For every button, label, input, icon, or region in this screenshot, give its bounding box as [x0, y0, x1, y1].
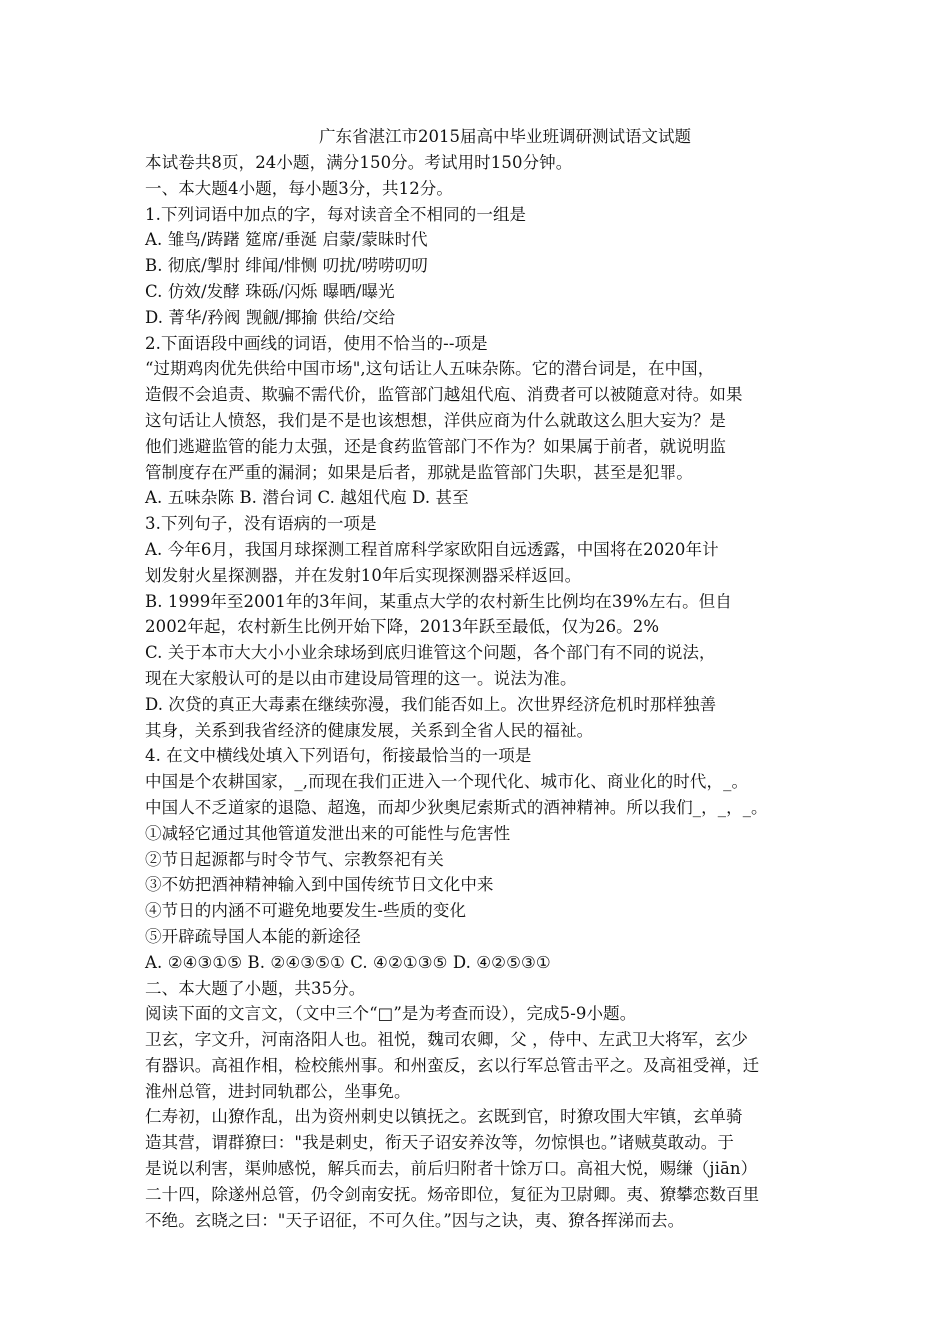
text-line: B. 1999年至2001年的3年间，某重点大学的农村新生比例均在39%左右。但自: [145, 591, 732, 611]
text-line: 其身，关系到我省经济的健康发展，关系到全省人民的福祉。: [145, 720, 594, 740]
text-line: ④节日的内涵不可避免地要发生-些质的变化: [145, 901, 467, 921]
text-line: 造其营，谓群獠曰："我是刺史，衔天子诏安养汝等，勿惊惧也。”诸贼莫敢动。于: [145, 1133, 734, 1153]
text-line: 4. 在文中横线处填入下列语句，衔接最恰当的一项是: [145, 746, 532, 766]
text-line: “过期鸡肉优先供给中国市场",这句话让人五味杂陈。它的潜台词是，在中国，: [145, 359, 715, 379]
text-line: 一、本大题4小题，每小题3分，共12分。: [145, 178, 453, 198]
text-line: C. 仿效/发酵 珠砾/闪烁 曝晒/曝光: [145, 281, 395, 301]
text-line: ③不妨把酒神精神输入到中国传统节日文化中来: [145, 875, 494, 895]
text-line: 造假不会追责、欺骗不需代价，监管部门越俎代庖、消费者可以被随意对待。如果: [145, 385, 743, 405]
text-line: 是说以利害，渠帅感悦，解兵而去，前后归附者十馀万口。高祖大悦，赐缣（jiān）: [145, 1159, 758, 1179]
text-line: 现在大家般认可的是以由市建设局管理的这一。说法为准。: [145, 668, 577, 688]
text-line: 本试卷共8页，24小题，满分150分。考试用时150分钟。: [145, 153, 573, 172]
text-line: 2002年起，农村新生比例开始下降，2013年跃至最低，仅为26。2%: [145, 617, 660, 637]
text-line: 2.下面语段中画线的词语，使用不恰当的--项是: [145, 333, 488, 353]
text-line: 二、本大题了小题，共35分。: [145, 978, 366, 998]
text-line: A. 五味杂陈 B. 潜台词 C. 越俎代庖 D. 甚至: [145, 488, 469, 508]
text-line: C. 关于本市大大小小业余球场到底归谁管这个问题，各个部门有不同的说法，: [145, 643, 716, 663]
text-line: ⑤开辟疏导国人本能的新途径: [145, 926, 361, 946]
text-line: A. ②④③①⑤ B. ②④③⑤① C. ④②①③⑤ D. ④②⑤③①: [145, 952, 551, 972]
text-line: 仁寿初，山獠作乱，出为资州刺史以镇抚之。玄既到官，时獠攻围大牢镇，玄单骑: [145, 1107, 743, 1127]
document-title: 广东省湛江市2015届高中毕业班调研测试语文试题: [319, 127, 691, 146]
text-line: A. 今年6月，我国月球探测工程首席科学家欧阳自远透露，中国将在2020年计: [145, 539, 719, 559]
text-line: 这句话让人愤怒，我们是不是也该想想，洋供应商为什么就敢这么胆大妄为？是: [145, 410, 726, 430]
text-line: 二十四，除遂州总管，仍令剑南安抚。炀帝即位，复征为卫尉卿。夷、獠攀恋数百里: [145, 1184, 760, 1204]
text-line: 卫玄，字文升，河南洛阳人也。祖悦，魏司农卿，父 ，侍中、左武卫大将军，玄少: [145, 1030, 748, 1050]
text-line: 阅读下面的文言文，（文中三个“□”是为考查而设），完成5-9小题。: [145, 1004, 637, 1024]
text-line: 中国是个农耕国家，_,而现在我们正进入一个现代化、城市化、商业化的时代，_。: [145, 772, 749, 792]
document-body: [145, 126, 825, 1233]
text-line: 中国人不乏道家的退隐、超逸，而却少狄奥尼索斯式的酒神精神。所以我们_，_，_。: [145, 797, 768, 817]
text-line: A. 雏鸟/踌躇 筵席/垂涎 启蒙/蒙昧时代: [145, 230, 428, 250]
text-line: 1.下列词语中加点的字，每对读音全不相同的一组是: [145, 204, 527, 224]
text-line: ①减轻它通过其他管道发泄出来的可能性与危害性: [145, 823, 511, 843]
document-text: [145, 150, 825, 1233]
text-line: 3.下列句子，没有语病的一项是: [145, 514, 377, 534]
text-line: B. 彻底/掣肘 绯闻/悱恻 叨扰/唠唠叨叨: [145, 256, 428, 276]
text-line: D. 次贷的真正大毒素在继续弥漫，我们能否如上。次世界经济危机时那样独善: [145, 694, 717, 714]
text-line: 划发射火星探测器，并在发射10年后实现探测器采样返回。: [145, 565, 582, 585]
text-line: 管制度存在严重的漏洞；如果是后者，那就是监管部门失职，甚至是犯罪。: [145, 462, 693, 482]
text-line: ②节日起源都与时令节气、宗教祭祀有关: [145, 849, 444, 869]
text-line: 有器识。高祖作相，检校熊州事。和州蛮反，玄以行军总管击平之。及高祖受禅，迁: [145, 1055, 760, 1075]
text-line: 不绝。玄晓之曰："天子诏征，不可久住。”因与之诀，夷、獠各挥涕而去。: [145, 1210, 685, 1230]
text-line: 他们逃避监管的能力太强，还是食药监管部门不作为？如果属于前者，就说明监: [145, 436, 726, 456]
text-line: D. 菁华/矜阀 觊觎/揶揄 供给/交给: [145, 307, 396, 327]
text-line: 淮州总管，进封同轨郡公，坐事免。: [145, 1081, 411, 1101]
